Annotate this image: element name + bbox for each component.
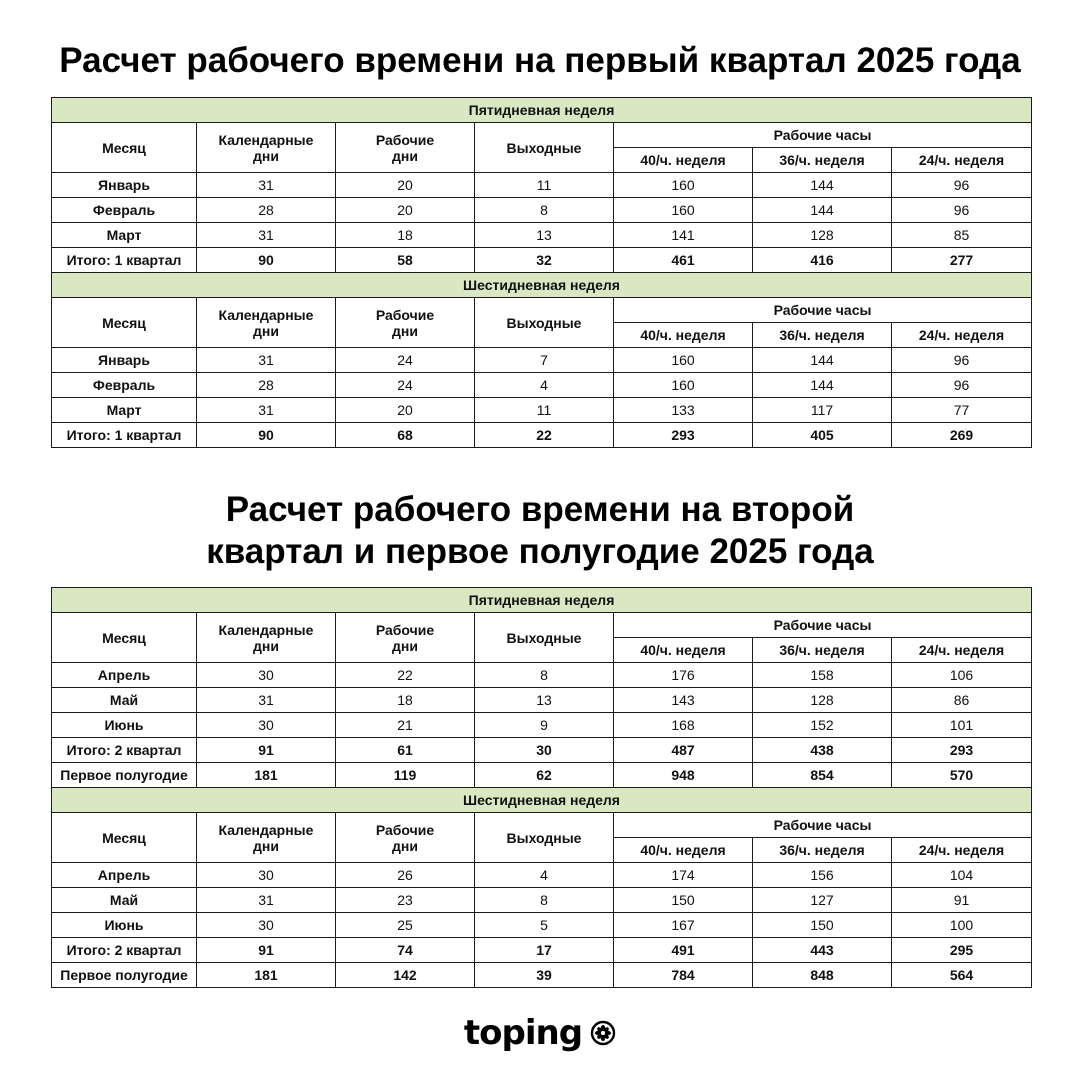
column-header-row [52,298,1032,323]
table-row [52,373,1032,398]
working-days-cell: 24 [336,373,475,398]
toping-logo [0,1014,1080,1054]
header-month: Месяц [52,123,197,173]
month-cell: Май [52,688,197,713]
total-row [52,963,1032,988]
working-days-cell: 61 [336,738,475,763]
section-header-row [52,788,1032,813]
hours-24-cell: 101 [892,713,1032,738]
calendar-days-cell: 90 [197,423,336,448]
header-weekends: Выходные [475,813,614,863]
hours-36-cell: 128 [753,223,892,248]
header-text: Рабочие [375,131,435,148]
hours-40-cell: 160 [614,348,753,373]
hours-40-cell: 948 [614,763,753,788]
header-hours-36: 36/ч. неделя [753,838,892,863]
hours-40-cell: 174 [614,863,753,888]
hours-24-cell: 86 [892,688,1032,713]
header-weekends: Выходные [475,613,614,663]
column-header-row [52,123,1032,148]
header-hours-36: 36/ч. неделя [753,323,892,348]
hours-24-cell: 85 [892,223,1032,248]
hours-36-cell: 416 [753,248,892,273]
weekends-cell: 30 [475,738,614,763]
hours-36-cell: 854 [753,763,892,788]
working-days-cell: 119 [336,763,475,788]
hours-40-cell: 167 [614,913,753,938]
hours-24-cell: 100 [892,913,1032,938]
calendar-days-cell: 31 [197,688,336,713]
total-row [52,738,1032,763]
working-days-cell: 58 [336,248,475,273]
weekends-cell: 8 [475,663,614,688]
calendar-days-cell: 90 [197,248,336,273]
hours-40-cell: 176 [614,663,753,688]
hours-24-cell: 96 [892,373,1032,398]
total-label-cell: Итого: 1 квартал [52,248,197,273]
hours-36-cell: 158 [753,663,892,688]
calendar-days-cell: 30 [197,663,336,688]
hours-36-cell: 128 [753,688,892,713]
header-hours-36: 36/ч. неделя [753,638,892,663]
hours-24-cell: 570 [892,763,1032,788]
section-label: Шестидневная неделя [52,788,1032,813]
header-calendar-days [197,298,336,348]
calendar-days-cell: 28 [197,373,336,398]
weekends-cell: 8 [475,198,614,223]
table-row [52,223,1032,248]
total-row [52,938,1032,963]
q1-worktime-table [51,97,1032,448]
hours-36-cell: 152 [753,713,892,738]
header-text: Календарные [218,306,314,323]
header-working-days [336,613,475,663]
title-line: Расчет рабочего времени на первый квартал 2025 года [59,41,1021,80]
header-hours-24: 24/ч. неделя [892,323,1032,348]
title-line: квартал и первое полугодие 2025 года [206,532,874,571]
working-days-cell: 74 [336,938,475,963]
hours-24-cell: 295 [892,938,1032,963]
hours-36-cell: 127 [753,888,892,913]
header-working-days [336,298,475,348]
working-days-cell: 25 [336,913,475,938]
hours-40-cell: 487 [614,738,753,763]
hours-24-cell: 277 [892,248,1032,273]
calendar-days-cell: 28 [197,198,336,223]
working-days-cell: 23 [336,888,475,913]
column-header-row [52,813,1032,838]
hours-36-cell: 848 [753,963,892,988]
section-header-row [52,588,1032,613]
hours-40-cell: 160 [614,373,753,398]
section-header-row [52,98,1032,123]
header-month: Месяц [52,613,197,663]
calendar-days-cell: 30 [197,913,336,938]
total-label-cell: Итого: 1 квартал [52,423,197,448]
table-row [52,663,1032,688]
hours-36-cell: 156 [753,863,892,888]
hours-24-cell: 564 [892,963,1032,988]
hours-40-cell: 160 [614,198,753,223]
weekends-cell: 7 [475,348,614,373]
calendar-days-cell: 31 [197,398,336,423]
header-text: дни [392,837,418,854]
table-row [52,198,1032,223]
header-hours-24: 24/ч. неделя [892,838,1032,863]
calendar-days-cell: 31 [197,173,336,198]
header-working-hours: Рабочие часы [614,813,1032,838]
header-weekends: Выходные [475,123,614,173]
weekends-cell: 11 [475,173,614,198]
weekends-cell: 39 [475,963,614,988]
header-text: Рабочие [375,621,435,638]
month-cell: Май [52,888,197,913]
hours-24-cell: 269 [892,423,1032,448]
month-cell: Февраль [52,198,197,223]
hours-40-cell: 491 [614,938,753,963]
calendar-days-cell: 181 [197,763,336,788]
header-working-hours: Рабочие часы [614,298,1032,323]
weekends-cell: 17 [475,938,614,963]
header-calendar-days [197,123,336,173]
month-cell: Июнь [52,713,197,738]
working-days-cell: 24 [336,348,475,373]
weekends-cell: 13 [475,688,614,713]
header-working-hours: Рабочие часы [614,613,1032,638]
weekends-cell: 11 [475,398,614,423]
total-label-cell: Итого: 2 квартал [52,938,197,963]
header-hours-40: 40/ч. неделя [614,838,753,863]
hours-40-cell: 293 [614,423,753,448]
table-row [52,863,1032,888]
total-label-cell: Итого: 2 квартал [52,738,197,763]
working-days-cell: 68 [336,423,475,448]
hours-36-cell: 443 [753,938,892,963]
table-row [52,688,1032,713]
total-row [52,763,1032,788]
header-text: дни [392,637,418,654]
header-text: Календарные [218,621,314,638]
header-hours-40: 40/ч. неделя [614,323,753,348]
page-title-q1 [0,40,1080,82]
hours-24-cell: 96 [892,348,1032,373]
hours-40-cell: 461 [614,248,753,273]
hours-36-cell: 117 [753,398,892,423]
month-cell: Апрель [52,663,197,688]
calendar-days-cell: 91 [197,738,336,763]
table-row [52,713,1032,738]
calendar-days-cell: 30 [197,713,336,738]
header-text: дни [253,837,279,854]
header-text: Календарные [218,821,314,838]
working-days-cell: 20 [336,398,475,423]
header-text: дни [392,322,418,339]
month-cell: Февраль [52,373,197,398]
hours-24-cell: 96 [892,198,1032,223]
weekends-cell: 13 [475,223,614,248]
section-header-row [52,273,1032,298]
total-label-cell: Первое полугодие [52,963,197,988]
header-text: Рабочие [375,306,435,323]
hours-24-cell: 77 [892,398,1032,423]
header-text: дни [253,322,279,339]
table-row [52,398,1032,423]
header-working-hours: Рабочие часы [614,123,1032,148]
weekends-cell: 4 [475,373,614,398]
weekends-cell: 32 [475,248,614,273]
hours-40-cell: 141 [614,223,753,248]
weekends-cell: 4 [475,863,614,888]
calendar-days-cell: 31 [197,888,336,913]
hours-36-cell: 144 [753,348,892,373]
table-row [52,888,1032,913]
header-calendar-days [197,613,336,663]
hours-24-cell: 91 [892,888,1032,913]
table-row [52,348,1032,373]
header-hours-36: 36/ч. неделя [753,148,892,173]
header-text: дни [253,147,279,164]
hours-24-cell: 293 [892,738,1032,763]
hours-24-cell: 104 [892,863,1032,888]
header-hours-40: 40/ч. неделя [614,638,753,663]
table-row [52,173,1032,198]
weekends-cell: 9 [475,713,614,738]
hours-36-cell: 150 [753,913,892,938]
hours-24-cell: 96 [892,173,1032,198]
column-header-row [52,613,1032,638]
weekends-cell: 5 [475,913,614,938]
month-cell: Июнь [52,913,197,938]
hours-36-cell: 144 [753,198,892,223]
month-cell: Январь [52,348,197,373]
header-month: Месяц [52,813,197,863]
flower-icon [590,1020,616,1046]
section-label: Пятидневная неделя [52,588,1032,613]
q2-halfyear-worktime-table [51,587,1032,988]
section-label: Пятидневная неделя [52,98,1032,123]
month-cell: Март [52,223,197,248]
header-working-days [336,813,475,863]
calendar-days-cell: 31 [197,223,336,248]
hours-40-cell: 150 [614,888,753,913]
working-days-cell: 21 [336,713,475,738]
page-title-q2 [0,489,1080,573]
hours-36-cell: 438 [753,738,892,763]
header-hours-24: 24/ч. неделя [892,638,1032,663]
hours-36-cell: 144 [753,173,892,198]
header-hours-24: 24/ч. неделя [892,148,1032,173]
header-text: дни [392,147,418,164]
header-text: Календарные [218,131,314,148]
working-days-cell: 18 [336,223,475,248]
hours-40-cell: 784 [614,963,753,988]
header-weekends: Выходные [475,298,614,348]
table-row [52,913,1032,938]
month-cell: Апрель [52,863,197,888]
weekends-cell: 62 [475,763,614,788]
header-calendar-days [197,813,336,863]
working-days-cell: 18 [336,688,475,713]
hours-40-cell: 168 [614,713,753,738]
hours-24-cell: 106 [892,663,1032,688]
working-days-cell: 20 [336,198,475,223]
section-label: Шестидневная неделя [52,273,1032,298]
total-row [52,423,1032,448]
working-days-cell: 142 [336,963,475,988]
logo-wordmark: toping [463,1013,583,1053]
hours-36-cell: 144 [753,373,892,398]
hours-40-cell: 143 [614,688,753,713]
calendar-days-cell: 31 [197,348,336,373]
title-line: Расчет рабочего времени на второй [225,490,855,529]
working-days-cell: 20 [336,173,475,198]
weekends-cell: 22 [475,423,614,448]
weekends-cell: 8 [475,888,614,913]
hours-40-cell: 160 [614,173,753,198]
header-working-days [336,123,475,173]
working-days-cell: 26 [336,863,475,888]
calendar-days-cell: 181 [197,963,336,988]
total-row [52,248,1032,273]
header-month: Месяц [52,298,197,348]
month-cell: Март [52,398,197,423]
calendar-days-cell: 91 [197,938,336,963]
header-text: дни [253,637,279,654]
month-cell: Январь [52,173,197,198]
header-hours-40: 40/ч. неделя [614,148,753,173]
hours-40-cell: 133 [614,398,753,423]
hours-36-cell: 405 [753,423,892,448]
header-text: Рабочие [375,821,435,838]
total-label-cell: Первое полугодие [52,763,197,788]
working-days-cell: 22 [336,663,475,688]
calendar-days-cell: 30 [197,863,336,888]
